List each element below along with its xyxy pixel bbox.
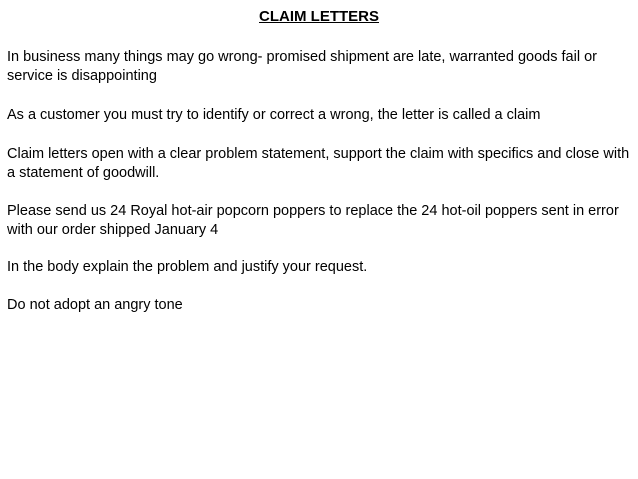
paragraph-business-problems: In business many things may go wrong- promised shipment are late, warranted goods fail or service is disappointing [7,49,597,84]
paragraph-claim-structure: Claim letters open with a clear problem statement, support the claim with specifics and close with a statement of goodwill. [7,146,630,181]
paragraph-claim-definition: As a customer you must try to identify or correct a wrong, the letter is called a claim [7,107,541,123]
paragraph-example-request: Please send us 24 Royal hot-air popcorn poppers to replace the 24 hot-oil poppers sent in error with our order shipped January 4 [7,203,619,238]
paragraph-tone-advice: Do not adopt an angry tone [7,297,183,313]
paragraph-body-advice: In the body explain the problem and justify your request. [7,259,368,275]
slide-title: CLAIM LETTERS [259,8,379,25]
